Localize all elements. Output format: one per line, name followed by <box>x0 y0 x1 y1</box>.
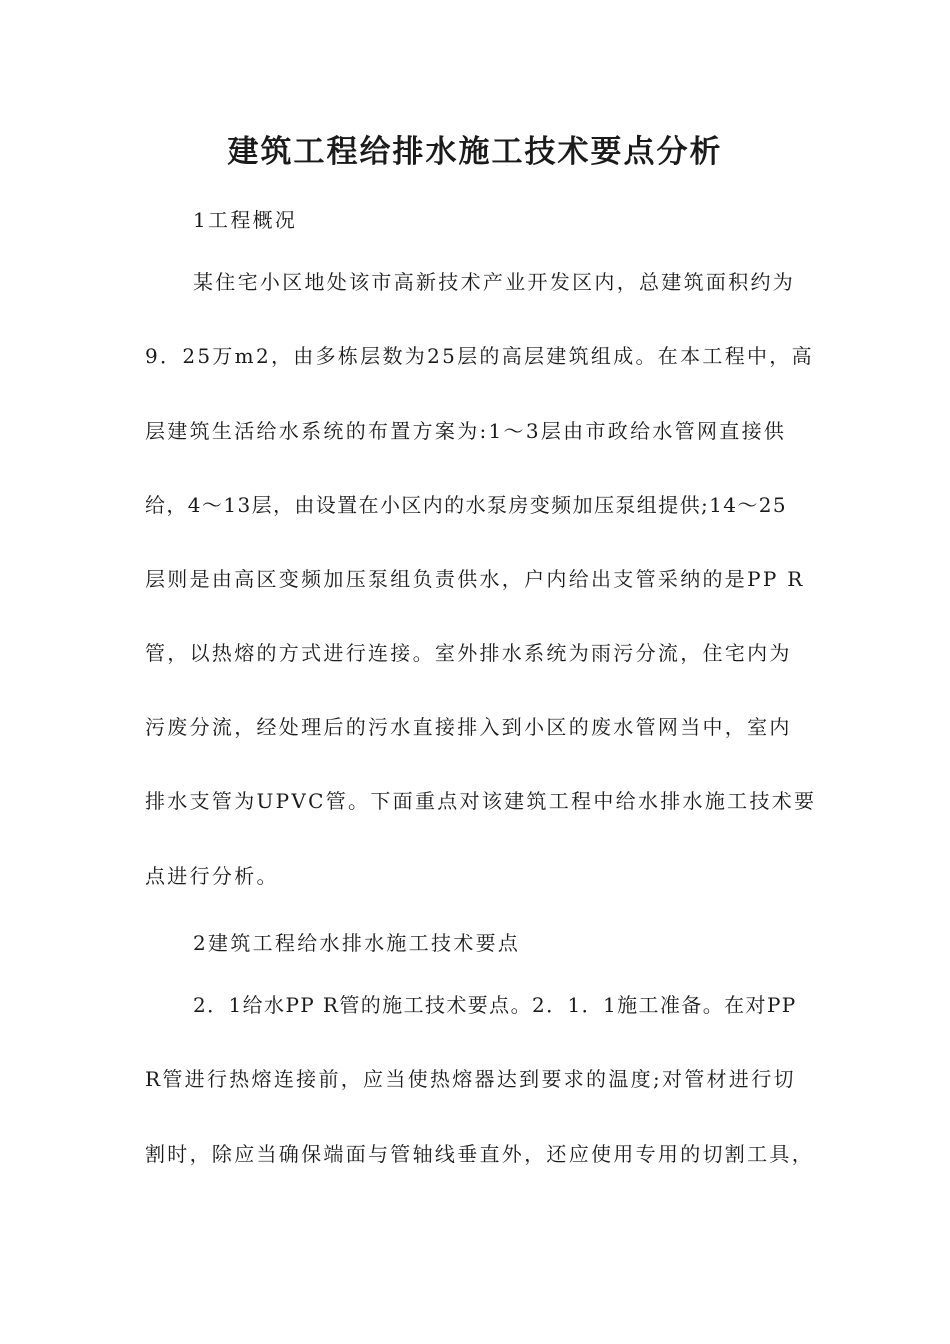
paragraph-line: 9．25万m2，由多栋层数为25层的高层建筑组成。在本工程中，高 <box>145 344 814 368</box>
paragraph-line: 污废分流，经处理后的污水直接排入到小区的废水管网当中，室内 <box>145 715 792 739</box>
section-heading-2: 2建筑工程给水排水施工技术要点 <box>193 931 521 955</box>
section-heading-1: 1工程概况 <box>193 208 298 232</box>
paragraph-line: 排水支管为UPVC管。下面重点对该建筑工程中给水排水施工技术要 <box>145 789 817 813</box>
paragraph-line: 层建筑生活给水系统的布置方案为:1～3层由市政给水管网直接供 <box>145 419 787 443</box>
document-title: 建筑工程给排水施工技术要点分析 <box>227 134 723 170</box>
paragraph-line: 2．1给水PP R管的施工技术要点。2．1．1施工准备。在对PP <box>193 993 797 1017</box>
paragraph-line: 管，以热熔的方式进行连接。室外排水系统为雨污分流，住宅内为 <box>145 641 792 665</box>
paragraph-line: 某住宅小区地处该市高新技术产业开发区内，总建筑面积约为 <box>193 270 796 294</box>
paragraph-line: 层则是由高区变频加压泵组负责供水，户内给出支管采纳的是PP R <box>145 567 805 591</box>
paragraph-line: R管进行热熔连接前，应当使热熔器达到要求的温度;对管材进行切 <box>145 1067 796 1091</box>
paragraph-line: 给，4～13层，由设置在小区内的水泵房变频加压泵组提供;14～25 <box>145 493 788 517</box>
paragraph-line: 点进行分析。 <box>145 864 279 888</box>
paragraph-line: 割时，除应当确保端面与管轴线垂直外，还应使用专用的切割工具， <box>145 1142 814 1166</box>
